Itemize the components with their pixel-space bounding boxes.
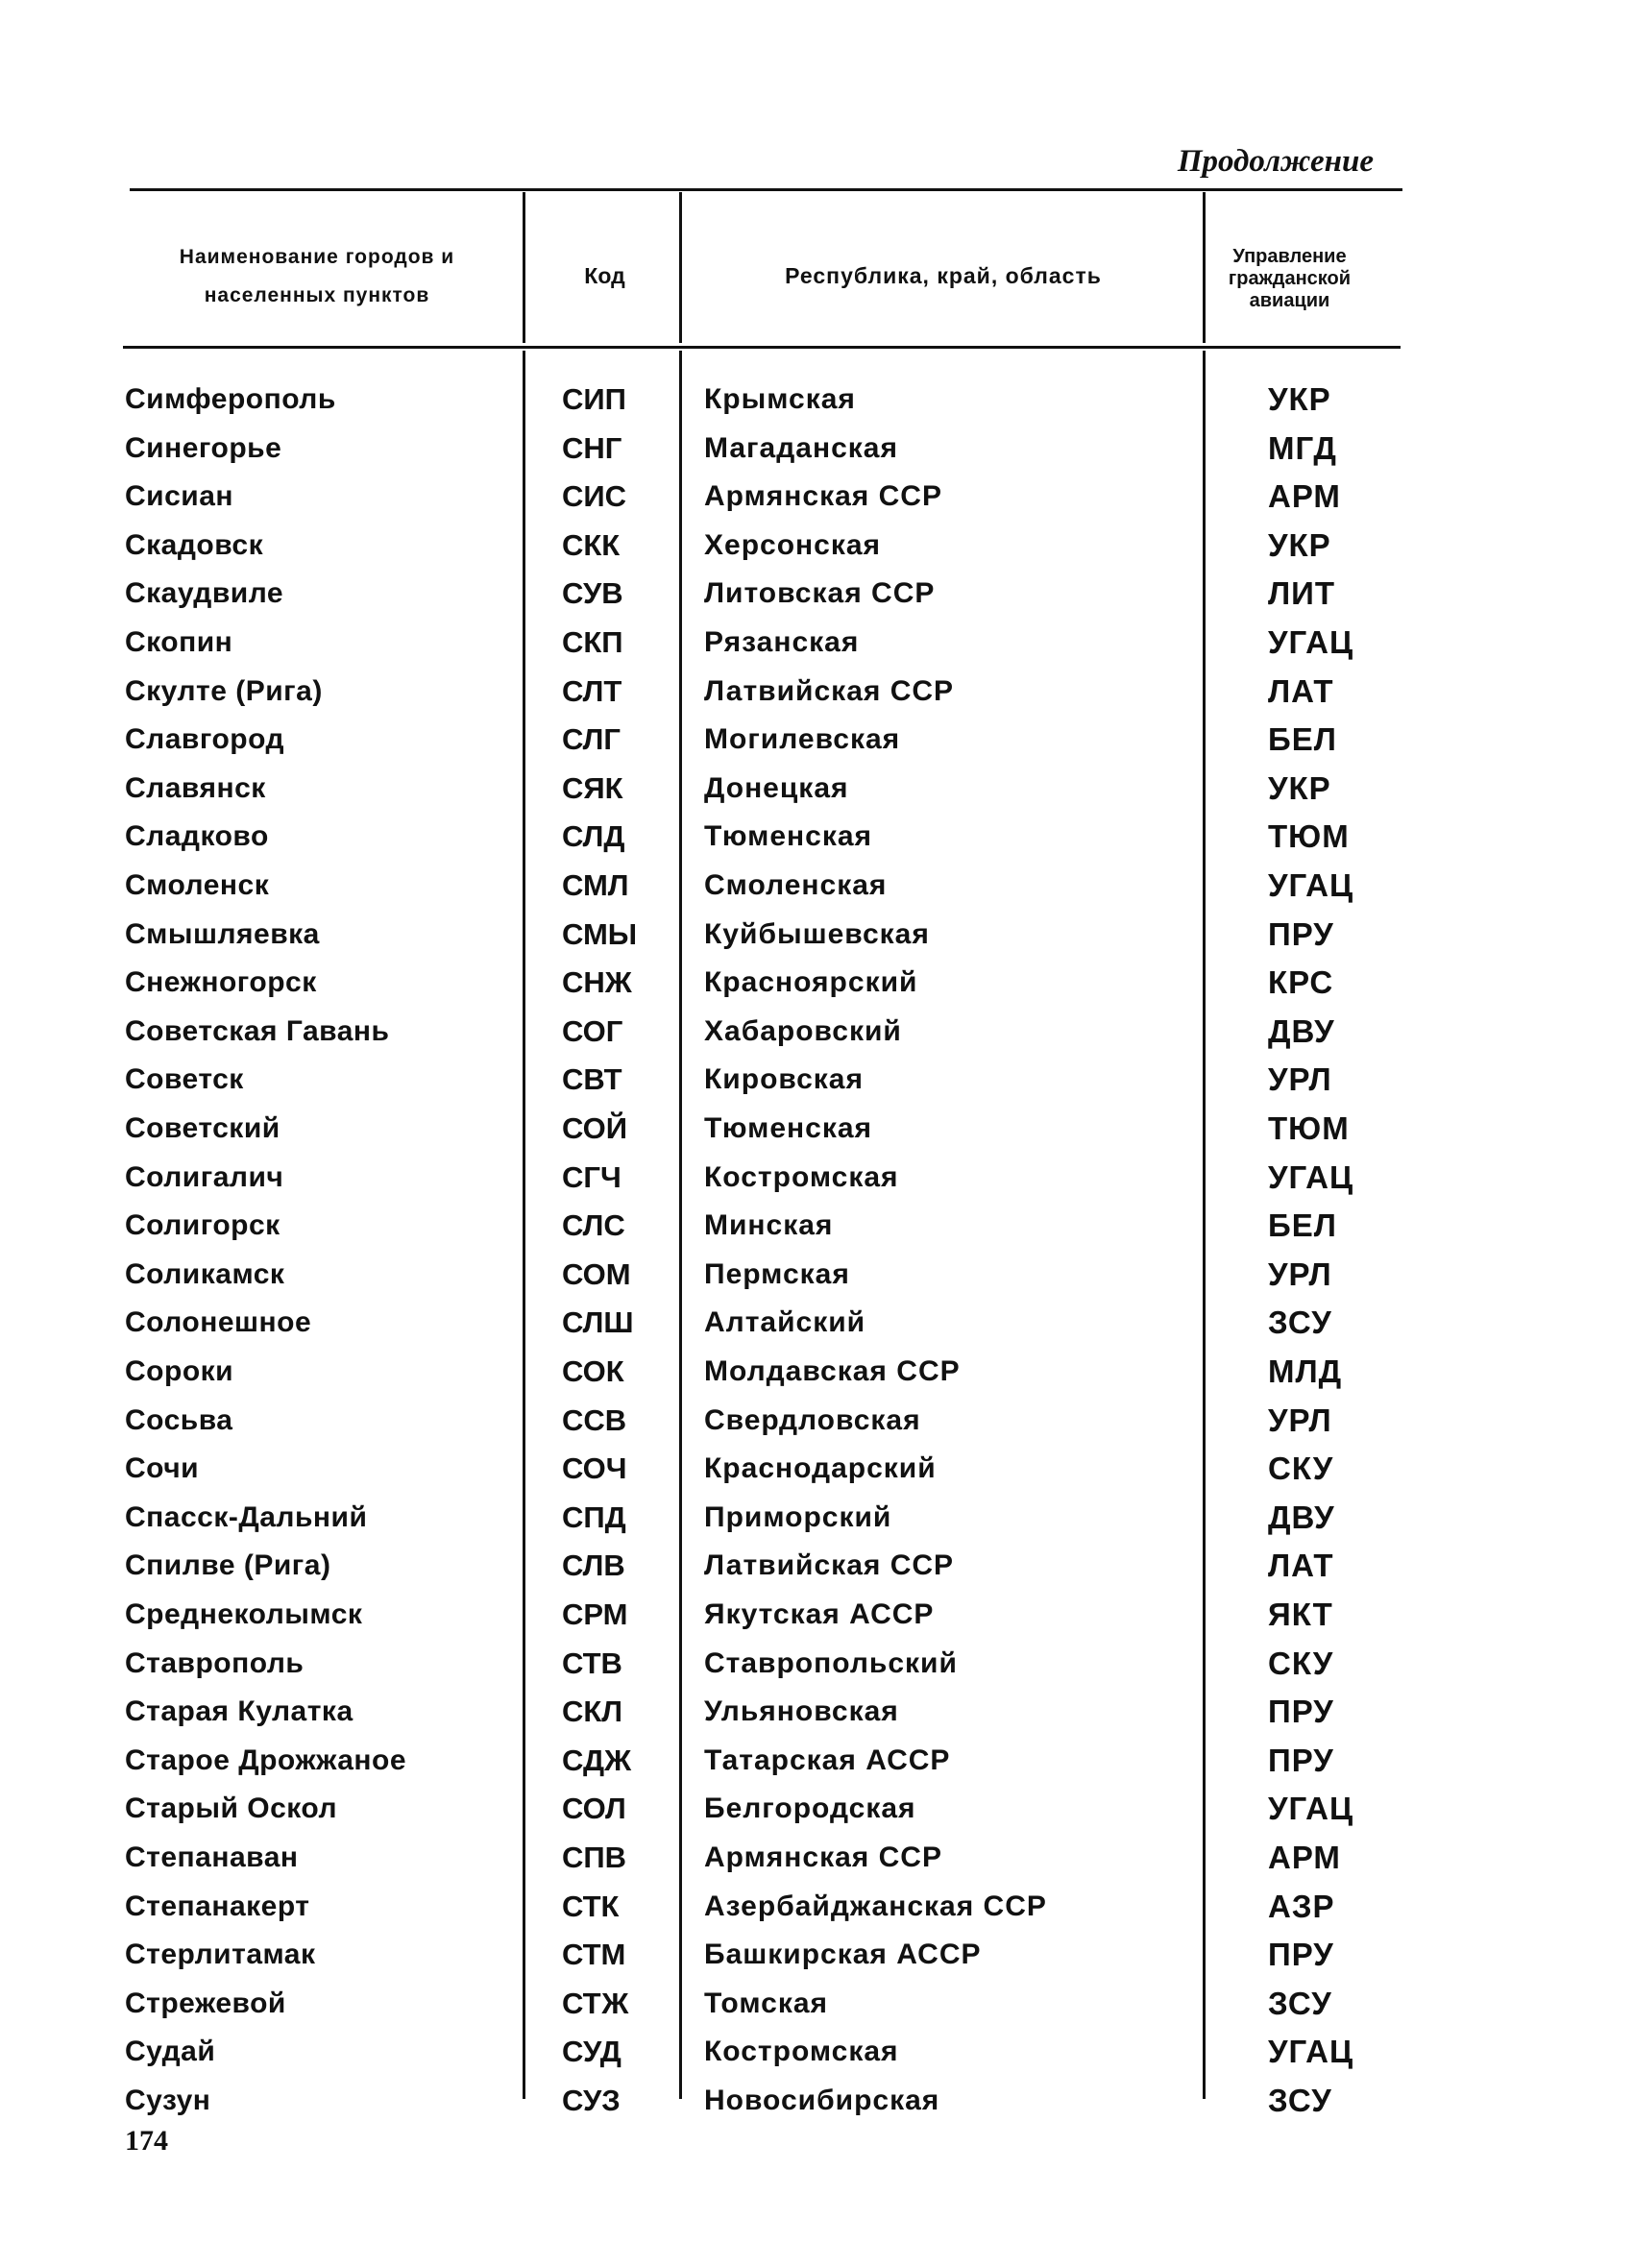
row-name: Степанаван	[125, 1841, 299, 1873]
row-name: Славгород	[125, 723, 285, 756]
row-name: Старая Кулатка	[125, 1695, 353, 1728]
row-code: СТК	[562, 1889, 620, 1923]
table-row	[0, 1645, 1633, 1683]
header-region: Республика, край, область	[785, 263, 1102, 288]
table-row	[0, 1304, 1633, 1342]
table-row	[0, 477, 1633, 516]
table-row	[0, 963, 1633, 1002]
table-row	[0, 1742, 1633, 1780]
row-management: АЗР	[1268, 1888, 1335, 1924]
row-region: Литовская ССР	[704, 577, 936, 610]
row-region: Приморский	[704, 1500, 892, 1533]
row-management: ДВУ	[1268, 1012, 1335, 1049]
row-region: Армянская ССР	[704, 1841, 942, 1873]
row-code: СУВ	[562, 576, 623, 611]
row-code: СЛВ	[562, 1549, 625, 1583]
row-management: КРС	[1268, 964, 1334, 1001]
row-management: УРЛ	[1268, 1402, 1332, 1438]
row-name: Синегорье	[125, 431, 282, 464]
row-region: Рязанская	[704, 626, 860, 658]
row-code: СКК	[562, 527, 621, 562]
row-name: Стерлитамак	[125, 1939, 316, 1971]
row-code: СЛД	[562, 819, 625, 854]
row-name: Сочи	[125, 1452, 200, 1485]
row-name: Сладково	[125, 820, 269, 853]
row-code: СЛС	[562, 1208, 625, 1243]
row-region: Свердловская	[704, 1403, 921, 1436]
table-row	[0, 1790, 1633, 1828]
row-management: ЯКТ	[1268, 1597, 1333, 1632]
row-region: Красноярский	[704, 966, 918, 999]
table-row	[0, 1012, 1633, 1051]
row-code: СМЫ	[562, 916, 638, 951]
row-name: Снежногорск	[125, 966, 317, 999]
row-region: Ставропольский	[704, 1646, 958, 1679]
continuation-label: Продолжение	[1177, 144, 1374, 179]
row-code: СОЛ	[562, 1792, 626, 1826]
table-row	[0, 720, 1633, 759]
row-name: Славянск	[125, 771, 266, 804]
row-management: УКР	[1268, 381, 1331, 417]
row-code: СПВ	[562, 1841, 627, 1874]
row-code: СГЧ	[562, 1159, 622, 1194]
row-code: СЛТ	[562, 673, 622, 708]
row-name: Сисиан	[125, 480, 234, 513]
row-region: Крымская	[704, 383, 856, 415]
row-management: УГАЦ	[1268, 624, 1354, 660]
page-number: 174	[125, 2125, 168, 2157]
row-management: ЛАТ	[1268, 672, 1334, 709]
table-row	[0, 574, 1633, 613]
row-management: УРЛ	[1268, 1256, 1332, 1292]
table-row	[0, 2033, 1633, 2071]
table-row	[0, 1450, 1633, 1488]
row-region: Костромская	[704, 2036, 899, 2068]
row-region: Ульяновская	[704, 1695, 899, 1728]
row-region: Молдавская ССР	[704, 1355, 961, 1387]
table-row	[0, 1693, 1633, 1731]
table-row	[0, 866, 1633, 905]
table-row	[0, 817, 1633, 856]
row-code: СЛГ	[562, 722, 621, 757]
row-code: СОМ	[562, 1256, 631, 1291]
row-management: ТЮМ	[1268, 818, 1350, 855]
row-name: Сосьва	[125, 1403, 233, 1436]
row-management: ЛИТ	[1268, 575, 1336, 612]
row-management: ЛАТ	[1268, 1548, 1334, 1584]
table-row	[0, 915, 1633, 954]
row-code: СНЖ	[562, 965, 632, 1000]
row-code: СТВ	[562, 1646, 622, 1680]
table-row	[0, 672, 1633, 711]
row-name: Солигалич	[125, 1160, 284, 1193]
row-region: Томская	[704, 1987, 829, 2019]
table-row	[0, 1547, 1633, 1585]
row-region: Якутская АССР	[704, 1598, 935, 1630]
header-code: Код	[584, 263, 625, 288]
row-name: Смоленск	[125, 869, 270, 901]
table-row	[0, 1353, 1633, 1391]
row-name: Скадовск	[125, 528, 264, 561]
row-name: Советск	[125, 1063, 244, 1096]
row-management: МГД	[1268, 429, 1337, 466]
row-management: СКУ	[1268, 1645, 1334, 1681]
table-row	[0, 1499, 1633, 1537]
row-region: Алтайский	[704, 1306, 866, 1339]
row-management: ТЮМ	[1268, 1110, 1350, 1146]
row-management: УГАЦ	[1268, 867, 1354, 903]
row-management: ЗСУ	[1268, 1305, 1332, 1341]
row-code: СОЙ	[562, 1111, 628, 1145]
table-row	[0, 1839, 1633, 1877]
row-name: Солонешное	[125, 1306, 312, 1339]
row-code: СТЖ	[562, 1986, 629, 2020]
row-region: Армянская ССР	[704, 480, 942, 513]
table-row	[0, 2082, 1633, 2120]
table-row	[0, 380, 1633, 419]
row-name: Советский	[125, 1112, 280, 1144]
row-code: СПД	[562, 1500, 626, 1534]
row-code: СМЛ	[562, 868, 629, 902]
row-region: Тюменская	[704, 1112, 873, 1144]
row-region: Латвийская ССР	[704, 674, 955, 707]
row-management: УКР	[1268, 526, 1331, 563]
row-code: СИП	[562, 382, 626, 416]
row-code: СКП	[562, 625, 623, 659]
row-name: Солигорск	[125, 1209, 280, 1242]
row-management: ЗСУ	[1268, 2083, 1332, 2118]
row-code: СИС	[562, 479, 627, 514]
table-row	[0, 1402, 1633, 1440]
row-name: Сузун	[125, 2085, 211, 2116]
row-region: Хабаровский	[704, 1014, 902, 1047]
row-name: Старый Оскол	[125, 1792, 338, 1825]
row-management: СКУ	[1268, 1451, 1334, 1487]
table-row	[0, 1207, 1633, 1245]
row-name: Спасск-Дальний	[125, 1500, 368, 1533]
row-management: БЕЛ	[1268, 721, 1337, 758]
row-name: Соликамск	[125, 1257, 285, 1290]
row-management: ПРУ	[1268, 1742, 1334, 1778]
row-management: АРМ	[1268, 1840, 1341, 1875]
row-region: Азербайджанская ССР	[704, 1890, 1047, 1922]
row-management: ПРУ	[1268, 1937, 1334, 1973]
row-region: Могилевская	[704, 723, 901, 756]
row-code: СТМ	[562, 1938, 626, 1972]
row-name: Стрежевой	[125, 1987, 286, 2019]
row-management: БЕЛ	[1268, 1207, 1337, 1244]
table-row	[0, 1888, 1633, 1926]
row-code: СДЖ	[562, 1743, 632, 1777]
row-management: ДВУ	[1268, 1499, 1335, 1535]
row-code: СОГ	[562, 1013, 623, 1048]
row-name: Симферополь	[125, 383, 336, 415]
table-row	[0, 1936, 1633, 1974]
row-name: Ставрополь	[125, 1646, 305, 1679]
row-name: Степанакерт	[125, 1890, 310, 1922]
table-row	[0, 623, 1633, 662]
row-code: СУД	[562, 2035, 622, 2069]
row-code: СВТ	[562, 1062, 622, 1097]
row-code: СОЧ	[562, 1451, 627, 1486]
row-code: СЯК	[562, 770, 623, 805]
row-code: СРМ	[562, 1597, 628, 1631]
row-code: СУЗ	[562, 2084, 621, 2117]
row-name: Скопин	[125, 626, 233, 658]
row-management: ПРУ	[1268, 915, 1334, 952]
row-region: Пермская	[704, 1257, 850, 1290]
row-region: Белгородская	[704, 1792, 916, 1825]
table-row	[0, 526, 1633, 565]
row-region: Донецкая	[704, 771, 849, 804]
row-region: Латвийская ССР	[704, 1549, 955, 1582]
row-management: УГАЦ	[1268, 1791, 1354, 1827]
table-row	[0, 1256, 1633, 1294]
row-management: УРЛ	[1268, 1061, 1332, 1098]
row-name: Скаудвиле	[125, 577, 284, 610]
row-management: УГАЦ	[1268, 2034, 1354, 2070]
row-name: Смышляевка	[125, 917, 320, 950]
header-name: Наименование городов и населенных пунктов	[179, 245, 455, 306]
row-region: Магаданская	[704, 431, 898, 464]
row-region: Херсонская	[704, 528, 882, 561]
row-name: Старое Дрожжаное	[125, 1744, 407, 1776]
table-row	[0, 1110, 1633, 1148]
row-name: Спилве (Рига)	[125, 1549, 331, 1582]
table-row	[0, 1596, 1633, 1634]
row-region: Кировская	[704, 1063, 864, 1096]
row-name: Скулте (Рига)	[125, 674, 323, 707]
row-name: Сороки	[125, 1355, 234, 1387]
table-row	[0, 1158, 1633, 1197]
table-row	[0, 1061, 1633, 1099]
row-region: Смоленская	[704, 869, 888, 901]
row-code: СОК	[562, 1354, 624, 1388]
row-code: СКЛ	[562, 1695, 623, 1729]
row-region: Новосибирская	[704, 2085, 940, 2116]
row-code: СНГ	[562, 430, 622, 465]
header-management: Управление гражданской авиации	[1228, 245, 1352, 311]
row-region: Башкирская АССР	[704, 1939, 982, 1971]
row-region: Краснодарский	[704, 1452, 937, 1485]
table-row	[0, 769, 1633, 808]
row-code: СЛШ	[562, 1305, 634, 1340]
row-management: ПРУ	[1268, 1694, 1334, 1730]
row-management: МЛД	[1268, 1353, 1343, 1389]
row-name: Советская Гавань	[125, 1014, 390, 1047]
row-region: Костромская	[704, 1160, 899, 1193]
row-code: ССВ	[562, 1402, 627, 1437]
row-region: Тюменская	[704, 820, 873, 853]
row-name: Среднеколымск	[125, 1598, 363, 1630]
row-region: Куйбышевская	[704, 917, 930, 950]
row-region: Татарская АССР	[704, 1744, 951, 1776]
row-management: УКР	[1268, 769, 1331, 806]
table-row	[0, 429, 1633, 468]
row-region: Минская	[704, 1209, 834, 1242]
row-name: Судай	[125, 2036, 216, 2068]
row-management: УГАЦ	[1268, 1158, 1354, 1195]
row-management: ЗСУ	[1268, 1985, 1332, 2021]
row-management: АРМ	[1268, 478, 1341, 515]
table-row	[0, 1985, 1633, 2023]
